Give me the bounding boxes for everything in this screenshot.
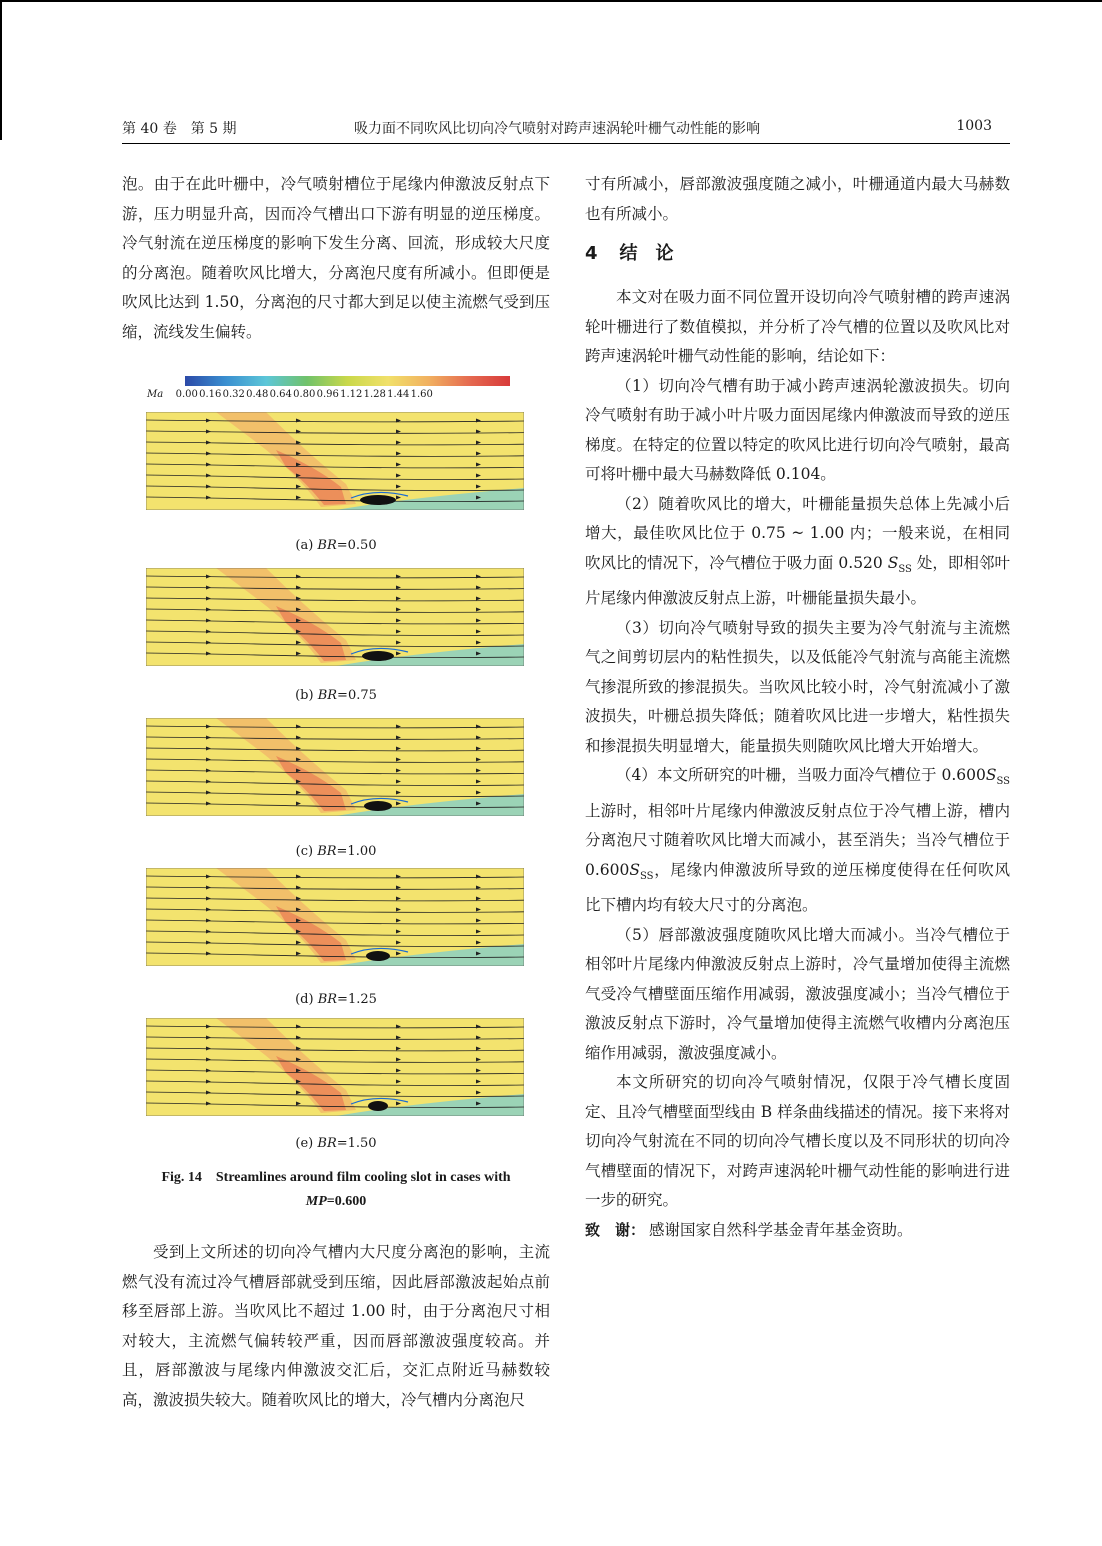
outlook-paragraph: 本文所研究的切向冷气喷射情况，仅限于冷气槽长度固定、且冷气槽壁面型线由 B 样条曲线描述的情况。接下来将对切向冷气射流在不同的切向冷气槽长度以及不同形状的切向冷气槽壁面的情况下，对跨声速涡轮叶栅气动性能的影响进行进一步的研究。: [585, 1073, 1010, 1210]
colorbar-tick: 0.80: [293, 389, 316, 400]
panel-label-e: (e) BR=1.50: [295, 1136, 377, 1151]
ack-text: 感谢国家自然科学基金青年基金资助。: [649, 1220, 913, 1239]
flow-panel-a: [146, 412, 524, 510]
figure-14: [122, 372, 550, 1232]
conclusion-item-1: （1）切向冷气槽有助于减小跨声速涡轮激波损失。切向冷气喷射有助于减小叶片吸力面因尾缘内伸激波而导致的逆压梯度。在特定的位置以特定的吹风比进行切向冷气喷射，最高可将叶栅中最大马赫数降低 0.104。: [585, 376, 1010, 483]
section-number: 4: [585, 243, 598, 264]
colorbar-tick: 1.28: [363, 389, 386, 400]
panel-label-d: (d) BR=1.25: [295, 992, 377, 1007]
colorbar-ticks: [147, 389, 547, 400]
colorbar-tick: 0.48: [246, 389, 269, 400]
running-header: [122, 118, 992, 140]
paragraph-continued: 寸有所减小，唇部激波强度随之减小，叶栅通道内最大马赫数也有所减小。: [585, 175, 1010, 223]
running-title: 吸力面不同吹风比切向冷气喷射对跨声速涡轮叶栅气动性能的影响: [354, 121, 760, 137]
volume-issue: 第 40 卷 第 5 期: [122, 121, 237, 137]
separation-bubble: [368, 1101, 388, 1111]
colorbar-tick: 0.96: [316, 389, 339, 400]
panel-label-a: (a) BR=0.50: [295, 538, 377, 553]
right-column: [585, 170, 1010, 1245]
conclusion-item-3: （3）切向冷气喷射导致的损失主要为冷气射流与主流燃气之间剪切层内的粘性损失，以及低能冷气射流与高能主流燃气掺混所致的掺混损失。当吹风比较小时，冷气射流减小了激波损失，叶栅总损失降低；随着吹风比进一步增大，粘性损失和掺混损失明显增大，能量损失则随吹风比增大开始增大。: [585, 618, 1010, 755]
acknowledgement: [585, 1216, 1010, 1246]
left-column-bottom: [122, 1238, 550, 1415]
flow-panel-c: [146, 718, 524, 816]
conclusion-item-2: （2）随着吹风比的增大，叶栅能量损失总体上先减小后增大，最佳吹风比位于 0.75 ~ 1.00 内；一般来说，在相同吹风比的情况下，冷气槽位于吸力面 0.520 $S_{SS}$ 处，即相邻叶片尾缘内伸激波反射点上游，叶栅能量损失最小。: [585, 494, 1010, 608]
section-title: 结 论: [619, 243, 674, 264]
colorbar: [185, 376, 510, 386]
colorbar-tick: 0.32: [222, 389, 245, 400]
conclusion-item-4: （4）本文所研究的叶栅，当吸力面冷气槽位于 $0.600S_{SS}$ 上游时，相邻叶片尾缘内伸激波反射点位于冷气槽上游，槽内分离泡尺寸随着吹风比增大而减小，甚至消失；当冷气槽位于 $0.600S_{SS}$，尾缘内伸激波所导致的逆压梯度使得在任何吹风比下槽内均有较大尺寸的分离泡。: [585, 766, 1010, 915]
colorbar-label: Ma: [147, 389, 164, 400]
figure-caption: [122, 1166, 550, 1214]
flow-panel-e: [146, 1018, 524, 1116]
page-top-border: [0, 0, 1102, 2]
caption-line-2: MP=0.600: [305, 1194, 367, 1209]
flow-panel-d: [146, 868, 524, 966]
separation-bubble: [366, 951, 390, 961]
panel-label-c: (c) BR=1.00: [295, 844, 377, 859]
conclusion-intro: 本文对在吸力面不同位置开设切向冷气喷射槽的跨声速涡轮叶栅进行了数值模拟，并分析了冷气槽的位置以及吹风比对跨声速涡轮叶栅气动性能的影响，结论如下：: [585, 288, 1010, 365]
colorbar-tick: 1.44: [387, 389, 410, 400]
caption-line-1: Fig. 14 Streamlines around film cooling slot in cases with: [161, 1170, 511, 1185]
header-rule: [122, 143, 1010, 144]
separation-bubble: [360, 495, 396, 505]
conclusion-item-5: （5）唇部激波强度随吹风比增大而减小。当冷气槽位于相邻叶片尾缘内伸激波反射点上游时，冷气量增加使得主流燃气受冷气槽壁面压缩作用减弱，激波强度减小；当冷气槽位于激波反射点下游时，冷气量增加使得主流燃气收槽内分离泡压缩作用减弱，激波强度减小。: [585, 925, 1010, 1062]
colorbar-tick: 0.16: [199, 389, 222, 400]
page-left-border: [0, 0, 2, 140]
paragraph-continued: 泡。由于在此叶栅中，冷气喷射槽位于尾缘内伸激波反射点下游，压力明显升高，因而冷气槽出口下游有明显的逆压梯度。冷气射流在逆压梯度的影响下发生分离、回流，形成较大尺度的分离泡。随着吹风比增大，分离泡尺度有所减小。但即便是吹风比达到 1.50，分离泡的尺寸都大到足以使主流燃气受到压缩，流线发生偏转。: [122, 175, 550, 341]
paragraph: 受到上文所述的切向冷气槽内大尺度分离泡的影响，主流燃气没有流过冷气槽唇部就受到压缩，因此唇部激波起始点前移至唇部上游。当吹风比不超过 1.00 时，由于分离泡尺寸相对较大，主流燃气偏转较严重，因而唇部激波强度较高。并且，唇部激波与尾缘内伸激波交汇后，交汇点附近马赫数较高，激波损失较大。随着吹风比的增大，冷气槽内分离泡尺: [122, 1243, 550, 1409]
flow-panel-b: [146, 568, 524, 666]
separation-bubble: [364, 801, 392, 811]
page-number: 1003: [956, 118, 992, 134]
section-heading: [585, 239, 1010, 269]
colorbar-tick: 0.00: [175, 389, 198, 400]
colorbar-tick: 1.12: [340, 389, 363, 400]
ack-label: 致 谢：: [585, 1220, 646, 1239]
colorbar-tick: 0.64: [269, 389, 292, 400]
panel-label-b: (b) BR=0.75: [295, 688, 377, 703]
separation-bubble: [362, 651, 394, 661]
colorbar-tick: 1.60: [410, 389, 433, 400]
left-column-top: [122, 170, 550, 347]
